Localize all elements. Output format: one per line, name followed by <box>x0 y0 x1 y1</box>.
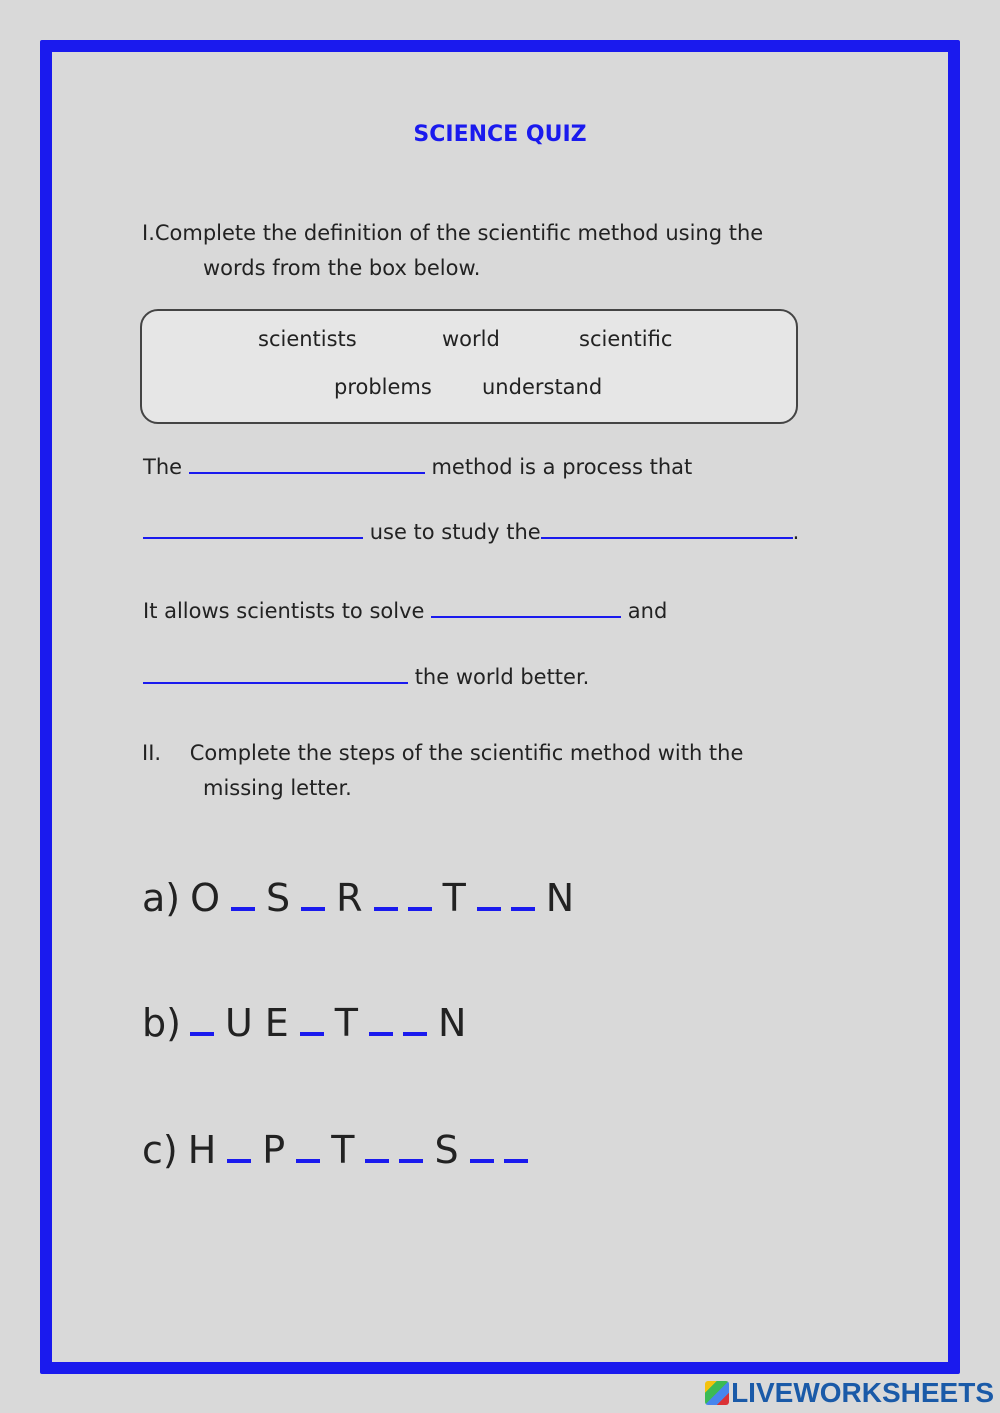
puzzle-label: c) <box>142 1128 178 1172</box>
missing-letter-blank[interactable] <box>477 907 501 911</box>
section2-number: II. <box>142 741 162 765</box>
section2-instruction-line2: missing letter. <box>203 776 352 800</box>
puzzle-letter: T <box>334 1001 359 1045</box>
sentence-text: use to study the <box>369 520 541 544</box>
sentence-text: the world better. <box>414 665 590 689</box>
puzzle-letter: E <box>264 1001 289 1045</box>
answer-blank[interactable] <box>431 596 621 618</box>
section1-instruction-line2: words from the box below. <box>203 256 481 280</box>
missing-letter-blank[interactable] <box>403 1032 427 1036</box>
puzzle-letter: N <box>545 876 575 920</box>
word-puzzle-b <box>142 1001 472 1045</box>
missing-letter-blank[interactable] <box>231 907 255 911</box>
sentence-text: method is a process that <box>431 455 693 479</box>
missing-letter-blank[interactable] <box>296 1159 320 1163</box>
sentence-2 <box>143 517 799 544</box>
puzzle-letter: U <box>224 1001 253 1045</box>
missing-letter-blank[interactable] <box>227 1159 251 1163</box>
puzzle-letter: H <box>187 1128 217 1172</box>
missing-letter-blank[interactable] <box>470 1159 494 1163</box>
word-bank-item[interactable]: scientific <box>579 327 673 351</box>
sentence-text: It allows scientists to solve <box>143 599 425 623</box>
missing-letter-blank[interactable] <box>300 1032 324 1036</box>
sentence-text: The <box>143 455 183 479</box>
sentence-text: and <box>627 599 668 623</box>
word-bank-box <box>140 309 798 424</box>
liveworksheets-icon <box>705 1381 729 1405</box>
puzzle-letter: T <box>442 876 466 920</box>
word-puzzle-a <box>142 876 580 920</box>
puzzle-letter: S <box>266 876 291 920</box>
puzzle-label: a) <box>142 876 181 920</box>
answer-blank[interactable] <box>541 517 793 539</box>
puzzle-label: b) <box>142 1001 181 1045</box>
section2-instruction <box>142 736 743 806</box>
missing-letter-blank[interactable] <box>504 1159 528 1163</box>
missing-letter-blank[interactable] <box>399 1159 423 1163</box>
sentence-1 <box>143 452 692 479</box>
missing-letter-blank[interactable] <box>369 1032 393 1036</box>
puzzle-letter: N <box>438 1001 467 1045</box>
puzzle-letter: P <box>262 1128 286 1172</box>
puzzle-letter: T <box>331 1128 355 1172</box>
missing-letter-blank[interactable] <box>374 907 398 911</box>
word-puzzle-c <box>142 1128 533 1172</box>
section1-instruction <box>142 216 763 286</box>
missing-letter-blank[interactable] <box>408 907 432 911</box>
page-title: SCIENCE QUIZ <box>413 122 587 147</box>
puzzle-letter: R <box>336 876 363 920</box>
word-bank-item[interactable]: scientists <box>258 327 357 351</box>
answer-blank[interactable] <box>189 452 425 474</box>
missing-letter-blank[interactable] <box>365 1159 389 1163</box>
section2-instruction-line1: Complete the steps of the scientific method with the <box>189 741 744 765</box>
word-bank-item[interactable]: world <box>442 327 500 351</box>
sentence-4 <box>143 662 589 689</box>
logo-text: LIVEWORKSHEETS <box>731 1377 994 1408</box>
section1-number: I. <box>142 221 155 245</box>
section1-instruction-line1: Complete the definition of the scientific method using the <box>154 221 764 245</box>
missing-letter-blank[interactable] <box>511 907 535 911</box>
word-bank-item[interactable]: understand <box>482 375 603 399</box>
liveworksheets-logo <box>705 1377 994 1409</box>
word-bank-item[interactable]: problems <box>334 375 432 399</box>
sentence-3 <box>143 596 667 623</box>
puzzle-letter: O <box>190 876 221 920</box>
sentence-text: . <box>792 520 800 544</box>
missing-letter-blank[interactable] <box>190 1032 214 1036</box>
answer-blank[interactable] <box>143 517 363 539</box>
answer-blank[interactable] <box>143 662 408 684</box>
puzzle-letter: S <box>434 1128 459 1172</box>
missing-letter-blank[interactable] <box>301 907 325 911</box>
